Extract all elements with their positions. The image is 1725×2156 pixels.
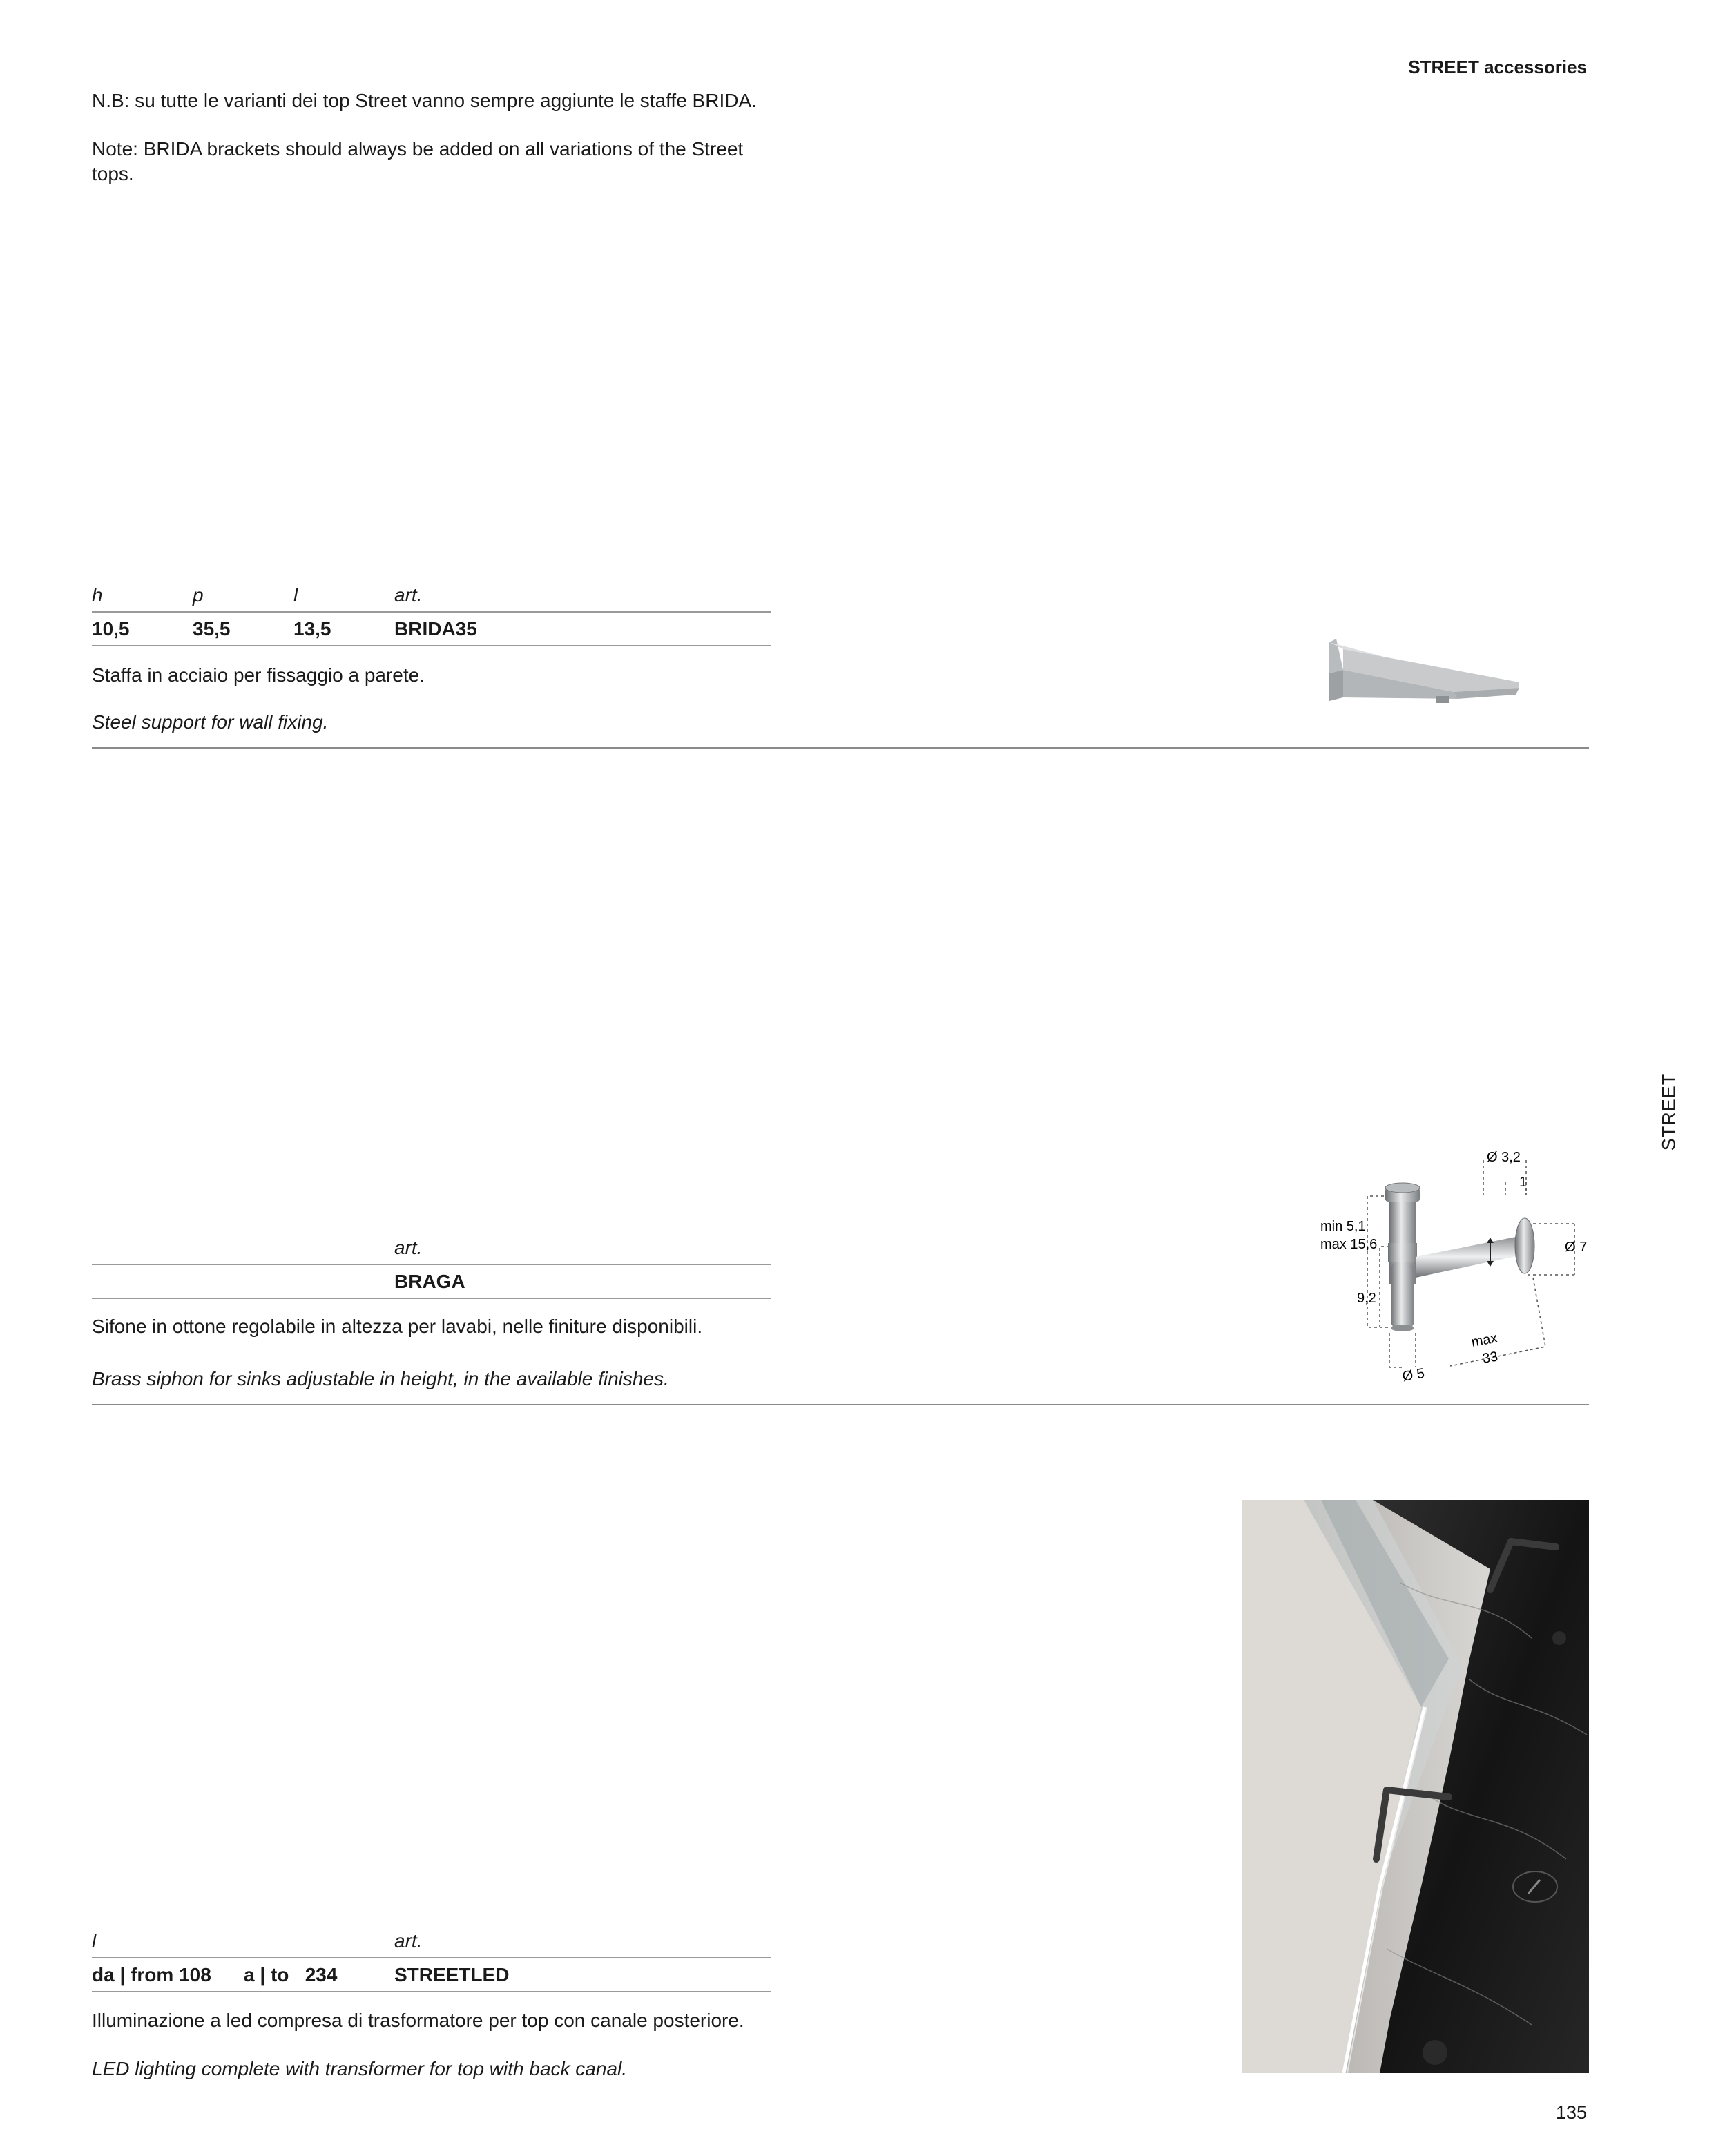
dim-max: max 15,6: [1320, 1237, 1378, 1252]
note-english: Note: BRIDA brackets should always be added on all variations of the Street tops.: [92, 138, 744, 184]
brida-bracket-image: [1316, 628, 1523, 711]
dim-1: 1: [1519, 1175, 1528, 1190]
dim-diameter-5: Ø 5: [1401, 1365, 1426, 1385]
header-art: art.: [394, 1929, 423, 1952]
section-divider-1: [92, 747, 1589, 749]
dim-9-2: 9,2: [1357, 1291, 1376, 1306]
streetled-desc-english: LED lighting complete with transformer for top with back canal.: [92, 2058, 628, 2079]
dim-diameter-3-2: Ø 3,2: [1487, 1150, 1521, 1165]
header-h: h: [92, 584, 103, 606]
brida-desc-english: Steel support for wall fixing.: [92, 711, 329, 733]
brida-table-header: [92, 579, 771, 613]
streetled-spec-table: [92, 1925, 771, 1992]
header-art: art.: [394, 584, 423, 606]
value-h: 10,5: [92, 617, 130, 639]
section-divider-2: [92, 1404, 1589, 1405]
braga-table-row: [92, 1265, 771, 1299]
dim-diameter-7: Ø 7: [1565, 1240, 1588, 1255]
braga-desc-italian: Sifone in ottone regolabile in altezza per lavabi, nelle finiture disponibili.: [92, 1316, 703, 1337]
streetled-photo: [1242, 1500, 1589, 2073]
dim-max-word: max: [1470, 1330, 1499, 1350]
header-art: art.: [394, 1236, 423, 1258]
value-l: 13,5: [293, 617, 331, 639]
value-art: BRAGA: [394, 1270, 465, 1292]
dim-min: min 5,1: [1320, 1219, 1366, 1234]
value-art: BRIDA35: [394, 617, 477, 639]
braga-desc-english: Brass siphon for sinks adjustable in height, in the available finishes.: [92, 1368, 669, 1389]
header-l: l: [293, 584, 298, 606]
value-art: STREETLED: [394, 1963, 510, 1985]
brida-table-row: [92, 613, 771, 646]
header-l: l: [92, 1929, 97, 1952]
note-italian: N.B: su tutte le varianti dei top Street vanno sempre aggiunte le staffe BRIDA.: [92, 90, 757, 111]
brida-desc-italian: Staffa in acciaio per fissaggio a parete.: [92, 664, 425, 686]
streetled-table-header: [92, 1925, 771, 1958]
value-p: 35,5: [193, 617, 231, 639]
braga-siphon-drawing: [1312, 1146, 1602, 1395]
page-header-title: STREET accessories: [1408, 57, 1587, 77]
page-number: 135: [1555, 2102, 1587, 2123]
side-tab-label: STREET: [1658, 1072, 1679, 1151]
header-p: p: [193, 584, 204, 606]
dim-max-33: 33: [1481, 1349, 1499, 1367]
streetled-table-row: [92, 1958, 771, 1992]
braga-table-header: [92, 1231, 771, 1265]
value-from: da | from 108: [92, 1963, 211, 1985]
side-tab-street: [1655, 1063, 1683, 1160]
value-to: a | to 234: [244, 1963, 338, 1985]
brida-spec-table: [92, 579, 771, 646]
braga-spec-table: [92, 1231, 771, 1299]
streetled-desc-italian: Illuminazione a led compresa di trasformatore per top con canale posteriore.: [92, 2010, 744, 2031]
